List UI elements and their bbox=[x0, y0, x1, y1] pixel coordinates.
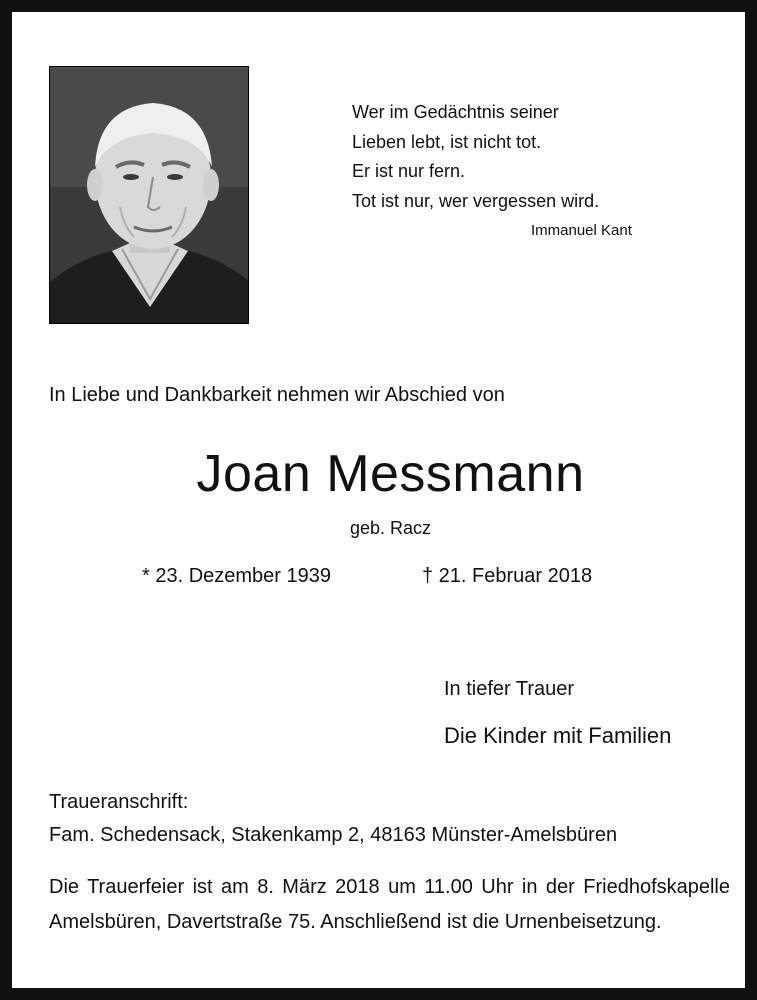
quote-block bbox=[352, 98, 599, 216]
quote-line: Tot ist nur, wer vergessen wird. bbox=[352, 190, 600, 211]
mourning-line: In tiefer Trauer bbox=[444, 678, 575, 700]
birth-date: * 23. Dezember 1939 bbox=[142, 565, 332, 587]
quote-author: Immanuel Kant bbox=[531, 222, 632, 239]
quote-line: Er ist nur fern. bbox=[352, 161, 466, 181]
maiden-name: geb. Racz bbox=[349, 518, 432, 538]
service-details: Die Trauerfeier ist am 8. März 2018 um 11.00 Uhr in der Friedhofskapelle Amelsbüren, Davertstraße 75. Anschließend ist die Urnenbeisetzung. bbox=[49, 876, 730, 933]
portrait-illustration bbox=[50, 67, 249, 324]
quote-line: Wer im Gedächtnis seiner bbox=[352, 102, 559, 122]
portrait-photo bbox=[49, 66, 249, 324]
death-date: † 21. Februar 2018 bbox=[422, 565, 593, 587]
quote-line: Lieben lebt, ist nicht tot. bbox=[352, 131, 542, 152]
deceased-name: Joan Messmann bbox=[196, 445, 585, 503]
intro-text: In Liebe und Dankbarkeit nehmen wir Abschied von bbox=[49, 384, 505, 406]
mourners-names: Die Kinder mit Familien bbox=[444, 723, 672, 748]
address-label: Traueranschrift: bbox=[49, 791, 189, 813]
address-value: Fam. Schedensack, Stakenkamp 2, 48163 Münster-Amelsbüren bbox=[49, 824, 618, 846]
